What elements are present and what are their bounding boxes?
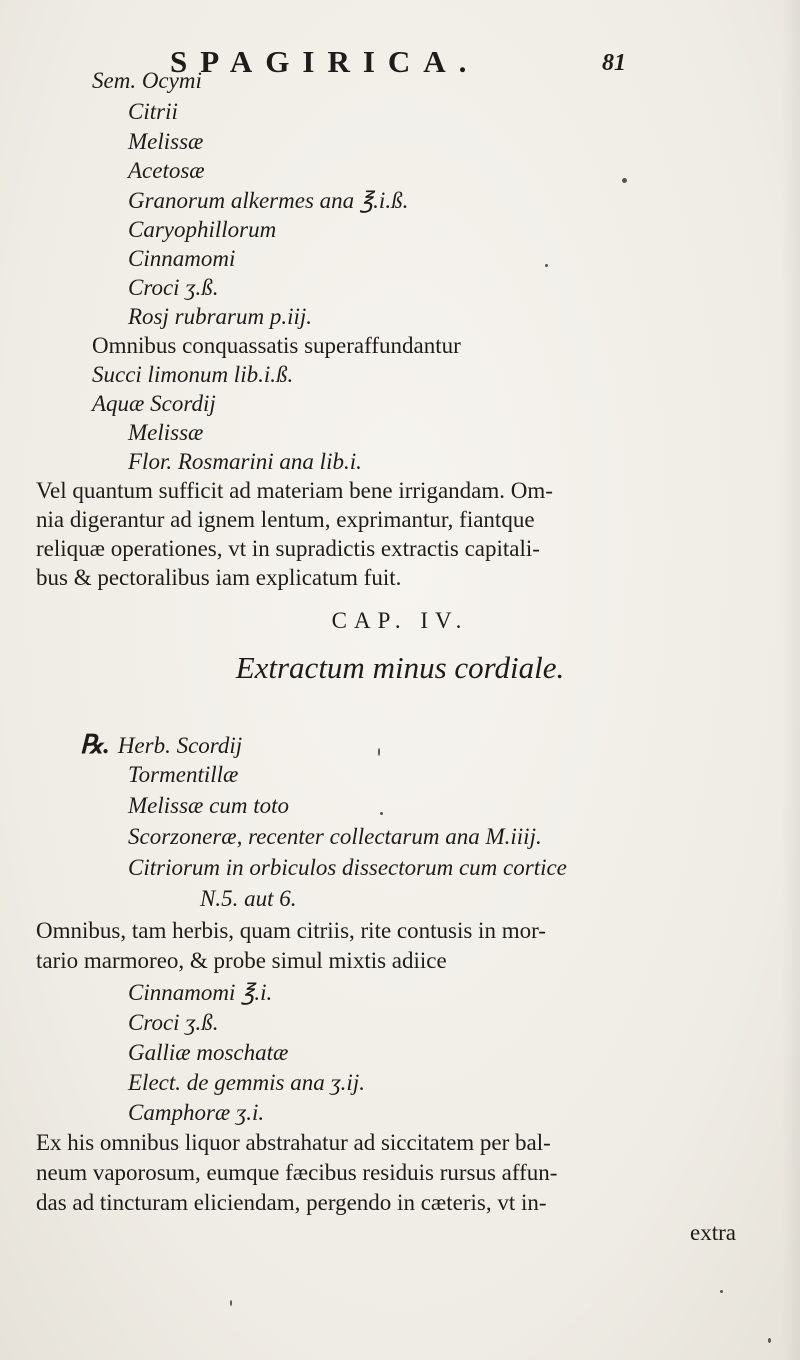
paragraph-line: tario marmoreo, & probe simul mixtis adiice (36, 948, 447, 973)
recipe-line: Scorzoneræ, recenter collectarum ana M.iiij. (128, 824, 542, 849)
recipe-line: Acetosæ (128, 158, 205, 183)
paragraph-line: bus & pectoralibus iam explicatum fuit. (36, 565, 402, 590)
recipe-line: Melissæ cum toto (128, 793, 289, 818)
recipe-symbol: ℞. (80, 730, 110, 759)
page-header (150, 44, 750, 84)
recipe-line (80, 730, 242, 760)
recipe-line: Croci ʒ.ß. (128, 275, 219, 300)
page-number: 81 (602, 50, 626, 76)
recipe-line: Elect. de gemmis ana ʒ.ij. (128, 1070, 365, 1095)
paragraph-line: neum vaporosum, eumque fæcibus residuis rursus affun- (36, 1160, 558, 1185)
ink-speck (378, 748, 380, 756)
ink-speck (380, 812, 383, 815)
recipe-first-item: Herb. Scordij (117, 733, 243, 758)
paragraph-line: Omnibus, tam herbis, quam citriis, rite contusis in mor- (36, 918, 546, 943)
recipe-line: Melissæ (128, 420, 204, 445)
catchword: extra (690, 1220, 736, 1245)
recipe-line: Succi limonum lib.i.ß. (92, 362, 294, 387)
recipe-line: Melissæ (128, 129, 204, 154)
instruction-line: Omnibus conquassatis superaffundantur (92, 333, 461, 358)
recipe-line: Flor. Rosmarini ana lib.i. (128, 449, 362, 474)
recipe-line: N.5. aut 6. (200, 886, 297, 911)
recipe-line: Citriorum in orbiculos dissectorum cum cortice (128, 855, 567, 880)
recipe-line: Sem. Ocymi (92, 68, 202, 93)
ink-speck (720, 1290, 723, 1293)
recipe-line: Rosj rubrarum p.iij. (128, 304, 313, 329)
page-fold-shadow (782, 0, 800, 1360)
running-head: SPAGIRICA. (170, 44, 480, 79)
ink-speck (545, 264, 548, 267)
recipe-line: Camphoræ ʒ.i. (128, 1100, 265, 1125)
paragraph-line: Ex his omnibus liquor abstrahatur ad siccitatem per bal- (36, 1130, 551, 1155)
recipe-line: Citrii (128, 99, 178, 124)
recipe-line: Croci ʒ.ß. (128, 1010, 219, 1035)
recipe-line: Caryophillorum (128, 217, 277, 242)
paragraph-line: das ad tincturam eliciendam, pergendo in cæteris, vt in- (36, 1190, 547, 1215)
paragraph-line: reliquæ operationes, vt in supradictis extractis capitali- (36, 536, 540, 561)
recipe-line: Granorum alkermes ana ℥.i.ß. (128, 188, 409, 213)
paragraph-line: nia digerantur ad ignem lentum, exprimantur, fiantque (36, 507, 535, 532)
ink-speck (768, 1338, 771, 1343)
recipe-line: Cinnamomi ℥.i. (128, 980, 273, 1005)
recipe-line: Cinnamomi (128, 246, 236, 271)
paragraph-line: Vel quantum sufficit ad materiam bene irrigandam. Om- (36, 478, 553, 503)
ink-speck (230, 1300, 232, 1306)
chapter-heading: CAP. IV. (331, 608, 469, 633)
recipe-line: Tormentillæ (128, 762, 239, 787)
chapter-title: Extractum minus cordiale. (235, 650, 565, 685)
recipe-line: Aquæ Scordij (92, 391, 216, 416)
recipe-line: Galliæ moschatæ (128, 1040, 289, 1065)
ink-speck (622, 178, 627, 183)
